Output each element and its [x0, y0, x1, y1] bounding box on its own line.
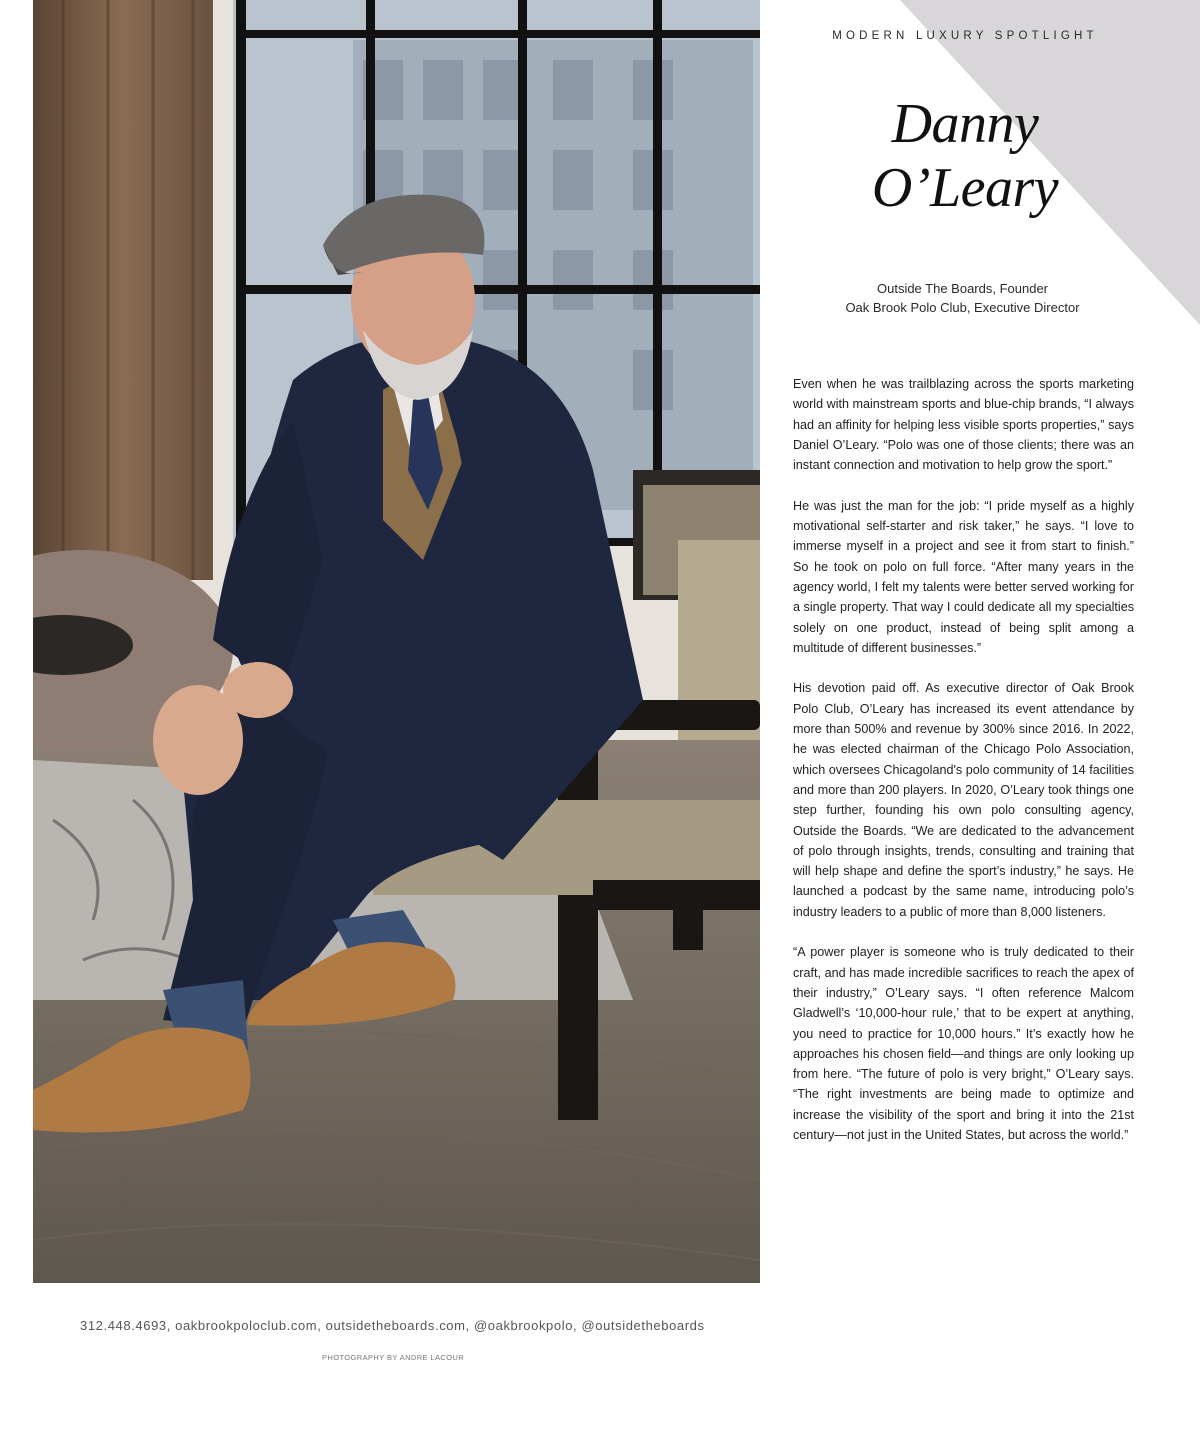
photo-credit: PHOTOGRAPHY BY ANDRE LACOUR	[322, 1353, 465, 1362]
role-line-founder: Outside The Boards, Founder	[876, 281, 1049, 296]
article-paragraph-3: His devotion paid off. As executive director of Oak Brook Polo Club, O’Leary has increased its event attendance by more than 500% and revenue by 300% since 2016. In 2022, he was elected chairman of the Chicago Polo Association, which oversees Chicagoland's polo community of 14 facilities and more than 200 players. In 2020, O’Leary took things one step further, founding his own polo consulting agency, Outside the Boards. “We are dedicated to the advancement of polo through insights, trends, consulting and training that will help shape and define the sport’s industry,” he says. He launched a podcast by the same name, introducing polo’s industry leaders to a public of more than 8,000 listeners.	[793, 681, 1134, 919]
article-paragraph-2: He was just the man for the job: “I pride myself as a highly motivational self-starter and risk taker,” he says. “I love to immerse myself in a project and see it from start to finish.” So he took on polo on full force. “After many years in the agency world, I felt my talents were better served working for a single property. That way I could dedicate all my specialties solely on one product, instead of being split among a multitude of different businesses.”	[793, 498, 1134, 655]
profile-name-heading	[780, 92, 1150, 220]
article-body	[793, 374, 1134, 1166]
contact-line: 312.448.4693, oakbrookpoloclub.com, outsidetheboards.com, @oakbrookpolo, @outsidetheboards	[80, 1318, 705, 1333]
profile-first-name: Danny	[891, 93, 1039, 155]
profile-last-name: O’Leary	[871, 157, 1059, 219]
article-paragraph-4: “A power player is someone who is truly dedicated to their craft, and has made incredible sacrifices to reach the apex of their industry,” O’Leary says. “I often reference Malcom Gladwell’s ‘10,000-hour rule,’ that to be expert at anything, you need to practice for 10,000 hours.” It’s exactly how he approaches his chosen field—and things are only looking up from here. “The future of polo is very bright,” O’Leary says. “The right investments are being made to optimize and increase the visibility of the sport and bring it into the 21st century—not just in the United States, but across the world.”	[793, 945, 1134, 1142]
role-line-executive-director: Oak Brook Polo Club, Executive Director	[845, 300, 1080, 315]
portrait-photo	[33, 0, 760, 1283]
section-kicker: MODERN LUXURY SPOTLIGHT	[832, 30, 1098, 42]
article-paragraph-1: Even when he was trailblazing across the sports marketing world with mainstream sports and blue-chip brands, “I always had an affinity for helping less visible sports properties,” says Daniel O’Leary. “Polo was one of those clients; there was an instant connection and motivation to help grow the sport.”	[793, 377, 1134, 473]
profile-roles	[800, 279, 1125, 317]
